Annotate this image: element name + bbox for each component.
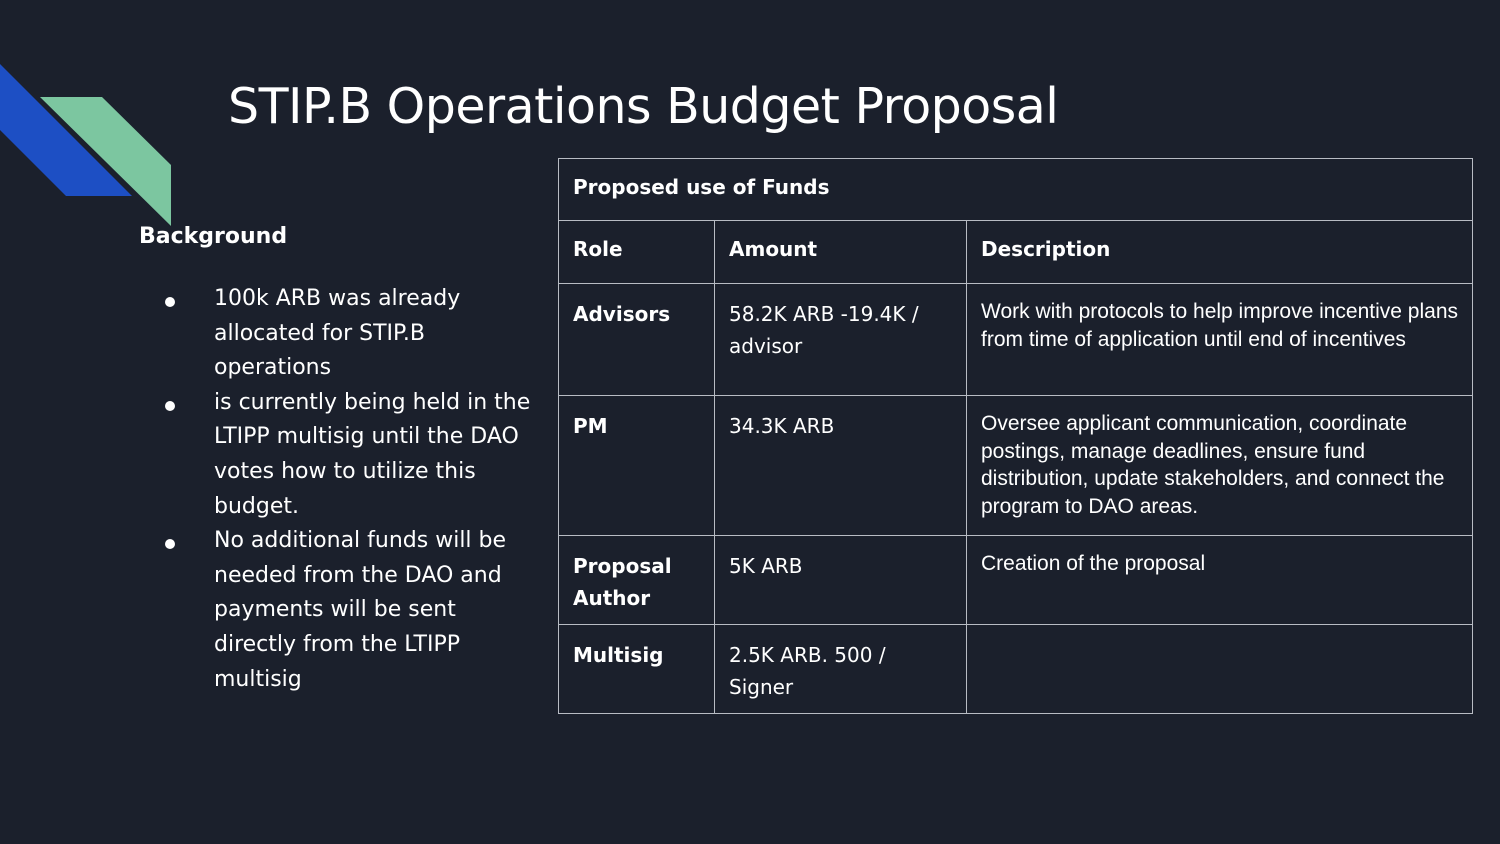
role-cell: Advisors <box>559 284 715 396</box>
header-role: Role <box>559 221 715 284</box>
corner-decoration <box>0 0 180 230</box>
table-row <box>559 536 1473 625</box>
description-cell: Oversee applicant communication, coordinate postings, manage deadlines, ensure fund distribution, update stakeholders, and connect the program to DAO areas. <box>967 396 1473 536</box>
amount-cell: 5K ARB <box>715 536 967 625</box>
description-cell: Creation of the proposal <box>967 536 1473 625</box>
role-cell: Multisig <box>559 625 715 714</box>
table-header-row <box>559 221 1473 284</box>
amount-cell: 58.2K ARB -19.4K / advisor <box>715 284 967 396</box>
header-amount: Amount <box>715 221 967 284</box>
amount-cell: 2.5K ARB. 500 / Signer <box>715 625 967 714</box>
header-description: Description <box>967 221 1473 284</box>
slide-title: STIP.B Operations Budget Proposal <box>228 78 1059 135</box>
bullet-item <box>160 524 540 697</box>
table-row <box>559 284 1473 396</box>
role-cell: PM <box>559 396 715 536</box>
bullet-text: 100k ARB was already allocated for STIP.B operations <box>214 286 461 381</box>
bullet-dot-icon <box>165 297 175 307</box>
bullet-item <box>160 386 540 524</box>
background-heading: Background <box>139 224 288 249</box>
role-cell: Proposal Author <box>559 536 715 625</box>
description-cell <box>967 625 1473 714</box>
table-row <box>559 625 1473 714</box>
table-row <box>559 396 1473 536</box>
funds-table <box>558 158 1473 714</box>
bullet-text: No additional funds will be needed from the DAO and payments will be sent directly from the LTIPP multisig <box>214 528 507 692</box>
background-bullet-list <box>160 282 540 697</box>
description-cell: Work with protocols to help improve incentive plans from time of application until end of incentives <box>967 284 1473 396</box>
bullet-text: is currently being held in the LTIPP multisig until the DAO votes how to utilize this budget. <box>214 389 531 519</box>
bullet-item <box>160 282 540 386</box>
table-caption-row <box>559 159 1473 221</box>
bullet-dot-icon <box>165 539 175 549</box>
table-caption: Proposed use of Funds <box>559 159 1473 221</box>
amount-cell: 34.3K ARB <box>715 396 967 536</box>
bullet-dot-icon <box>165 401 175 411</box>
